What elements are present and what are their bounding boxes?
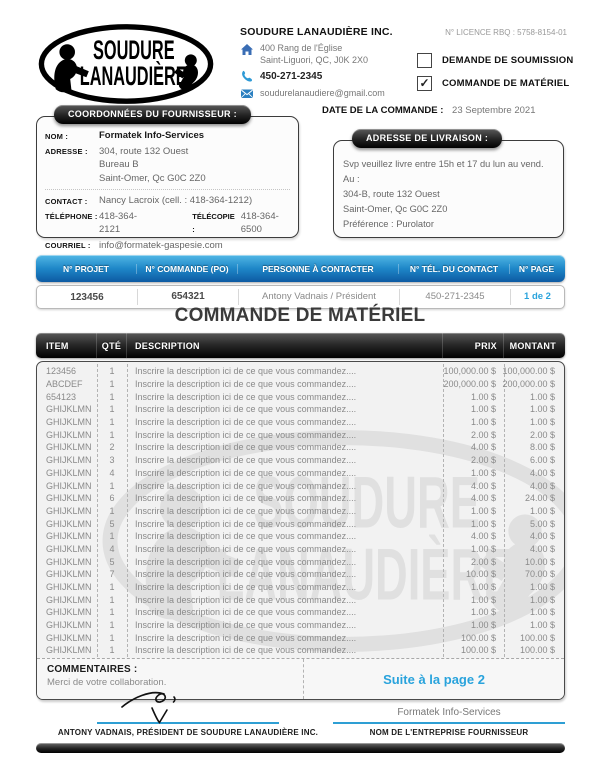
item-amount: 100.00 $ (519, 645, 555, 656)
item-description: Inscrire la description ici de ce que vous commandez.... (135, 556, 357, 567)
item-code: 654123 (46, 391, 77, 402)
item-code: GHIJKLMN (46, 569, 92, 580)
item-description: Inscrire la description ici de ce que vous commandez.... (135, 493, 357, 504)
courriel-label: COURRIEL : (45, 241, 91, 250)
item-code: GHIJKLMN (46, 442, 92, 453)
item-qty: 3 (109, 455, 115, 466)
page-title: COMMANDE DE MATÉRIEL (174, 305, 426, 326)
col-projet: N° PROJET (63, 263, 109, 274)
supplier-fax: 418-364-6500 (240, 210, 279, 235)
table-row (37, 619, 564, 632)
item-amount: 2.00 $ (529, 429, 555, 440)
item-amount: 4.00 $ (529, 543, 555, 554)
item-qty: 6 (109, 493, 115, 504)
item-description: Inscrire la description ici de ce que vous commandez.... (135, 391, 357, 402)
item-qty: 7 (109, 569, 115, 580)
item-amount: 1.00 $ (529, 391, 555, 402)
next-page-note: Suite à la page 2 (383, 671, 485, 687)
item-price: 1.00 $ (470, 417, 496, 428)
item-price: 100.00 $ (460, 632, 496, 643)
adresse-label: ADRESSE : (45, 147, 88, 156)
item-description: Inscrire la description ici de ce que vous commandez.... (135, 607, 357, 618)
item-price: 4.00 $ (470, 442, 496, 453)
item-qty: 1 (109, 582, 115, 593)
items-table-body (36, 361, 565, 700)
projet-value: 123456 (70, 291, 104, 303)
telecopie-label: TÉLÉCOPIE : (192, 211, 235, 234)
item-description: Inscrire la description ici de ce que vous commandez.... (135, 379, 357, 390)
table-row (37, 543, 564, 556)
project-table-header (36, 255, 565, 282)
materiel-label: COMMANDE DE MATÉRIEL (442, 78, 570, 89)
president-signature-label: ANTONY VADNAIS, PRÉSIDENT DE SOUDURE LANAUDIÈRE INC. (57, 728, 319, 737)
materiel-checkbox[interactable]: ✓ (417, 76, 432, 91)
item-description: Inscrire la description ici de ce que vous commandez.... (135, 531, 357, 542)
item-code: GHIJKLMN (46, 607, 92, 618)
item-qty: 1 (109, 531, 115, 542)
item-description: Inscrire la description ici de ce que vous commandez.... (135, 429, 357, 440)
item-code: GHIJKLMN (46, 429, 92, 440)
supplier-phone-row (99, 210, 290, 237)
table-row (37, 403, 564, 416)
item-amount: 100.00 $ (519, 632, 555, 643)
table-row (37, 568, 564, 581)
table-row (37, 365, 564, 378)
item-amount: 1.00 $ (529, 404, 555, 415)
item-code: GHIJKLMN (46, 505, 92, 516)
house-icon (240, 43, 254, 56)
delivery-panel-title: ADRESSE DE LIVRAISON : (352, 129, 502, 148)
item-amount: 200,000.00 $ (502, 379, 555, 390)
item-qty: 1 (109, 645, 115, 656)
item-amount: 4.00 $ (529, 467, 555, 478)
col-page: N° PAGE (509, 264, 563, 274)
item-price: 4.00 $ (470, 493, 496, 504)
item-code: GHIJKLMN (46, 404, 92, 415)
signature-scribble (118, 684, 218, 728)
col-qte: QTÉ (96, 333, 126, 358)
company-info-block (240, 26, 400, 104)
item-amount: 70.00 $ (524, 569, 555, 580)
contact-label: CONTACT : (45, 196, 88, 206)
item-qty: 2 (109, 442, 115, 453)
item-code: GHIJKLMN (46, 620, 92, 631)
item-description: Inscrire la description ici de ce que vous commandez.... (135, 442, 357, 453)
item-price: 1.00 $ (470, 391, 496, 402)
item-qty: 1 (109, 404, 115, 415)
item-price: 100.00 $ (460, 645, 496, 656)
tel-contact-value: 450-271-2345 (399, 289, 510, 305)
item-code: GHIJKLMN (46, 556, 92, 567)
item-code: GHIJKLMN (46, 467, 92, 478)
table-row (37, 390, 564, 403)
item-description: Inscrire la description ici de ce que vous commandez.... (135, 582, 357, 593)
supplier-signature-label: NOM DE L'ENTREPRISE FOURNISSEUR (369, 728, 529, 737)
item-description: Inscrire la description ici de ce que vous commandez.... (135, 467, 357, 478)
item-amount: 1.00 $ (529, 594, 555, 605)
order-date-value: 23 Septembre 2021 (452, 105, 536, 116)
item-price: 1.00 $ (470, 518, 496, 529)
phone-icon (240, 70, 254, 83)
item-code: GHIJKLMN (46, 417, 92, 428)
item-code: GHIJKLMN (46, 493, 92, 504)
supplier-contact: Nancy Lacroix (cell. : 418-364-1212) (99, 195, 253, 206)
item-amount: 5.00 $ (529, 518, 555, 529)
next-page-cell (303, 659, 564, 699)
col-item: ITEM (46, 340, 69, 351)
item-qty: 5 (109, 556, 115, 567)
item-description: Inscrire la description ici de ce que vous commandez.... (135, 505, 357, 516)
item-price: 200,000.00 $ (443, 379, 496, 390)
items-table-header (36, 333, 565, 358)
table-row (37, 593, 564, 606)
item-description: Inscrire la description ici de ce que vous commandez.... (135, 569, 357, 580)
delivery-panel (333, 133, 564, 238)
supplier-panel-title: COORDONNÉES DU FOURNISSEUR : (54, 105, 251, 124)
item-qty: 1 (109, 620, 115, 631)
item-price: 2.00 $ (470, 455, 496, 466)
item-description: Inscrire la description ici de ce que vous commandez.... (135, 645, 357, 656)
item-price: 1.00 $ (470, 620, 496, 631)
item-price: 1.00 $ (470, 505, 496, 516)
item-code: GHIJKLMN (46, 582, 92, 593)
comments-section (37, 658, 564, 699)
item-description: Inscrire la description ici de ce que vous commandez.... (135, 632, 357, 643)
commande-po-value: 654321 (137, 289, 238, 305)
item-price: 2.00 $ (470, 556, 496, 567)
soumission-checkbox[interactable] (417, 53, 432, 68)
item-qty: 5 (109, 518, 115, 529)
table-row (37, 555, 564, 568)
item-qty: 1 (109, 594, 115, 605)
col-description: DESCRIPTION (126, 333, 442, 358)
company-phone: 450-271-2345 (260, 71, 323, 82)
nom-label: NOM : (45, 131, 69, 141)
mail-icon (240, 87, 254, 100)
page-number: 1 de 2 (510, 289, 564, 305)
soumission-label: DEMANDE DE SOUMISSION (442, 55, 574, 66)
item-code: GHIJKLMN (46, 531, 92, 542)
item-description: Inscrire la description ici de ce que vous commandez.... (135, 480, 357, 491)
item-amount: 24.00 $ (524, 493, 555, 504)
item-price: 1.00 $ (470, 543, 496, 554)
item-qty: 1 (109, 429, 115, 440)
item-amount: 4.00 $ (529, 480, 555, 491)
supplier-phone: 418-364-2121 (99, 210, 138, 235)
col-commande-po: N° COMMANDE (PO) (136, 264, 237, 274)
item-code: GHIJKLMN (46, 480, 92, 491)
comments-label: COMMENTAIRES : (47, 664, 138, 675)
company-name: SOUDURE LANAUDIÈRE INC. (240, 26, 393, 38)
delivery-line: Au : (343, 174, 360, 184)
col-montant: MONTANT (503, 333, 565, 358)
item-amount: 1.00 $ (529, 417, 555, 428)
table-row (37, 454, 564, 467)
delivery-line: 304-B, route 132 Ouest (343, 189, 440, 199)
item-code: GHIJKLMN (46, 455, 92, 466)
item-price: 4.00 $ (470, 480, 496, 491)
item-qty: 1 (109, 379, 115, 390)
checkbox-row-materiel (417, 76, 569, 91)
item-amount: 1.00 $ (529, 607, 555, 618)
table-row (37, 530, 564, 543)
item-price: 1.00 $ (470, 467, 496, 478)
item-amount: 1.00 $ (529, 620, 555, 631)
order-date-label: DATE DE LA COMMANDE : (322, 105, 444, 116)
item-qty: 1 (109, 505, 115, 516)
item-qty: 1 (109, 632, 115, 643)
item-description: Inscrire la description ici de ce que vous commandez.... (135, 620, 357, 631)
item-amount: 8.00 $ (529, 442, 555, 453)
item-amount: 10.00 $ (524, 556, 555, 567)
item-price: 1.00 $ (470, 594, 496, 605)
item-price: 1.00 $ (470, 582, 496, 593)
item-code: GHIJKLMN (46, 632, 92, 643)
supplier-address: 304, route 132 Ouest Bureau B Saint-Omer, Qc G0C 2Z0 (99, 145, 206, 184)
item-description: Inscrire la description ici de ce que vous commandez.... (135, 417, 357, 428)
item-code: GHIJKLMN (46, 543, 92, 554)
delivery-line: Préférence : Purolator (343, 219, 434, 229)
company-email: soudurelanaudiere@gmail.com (260, 88, 385, 98)
company-logo (34, 22, 218, 106)
supplier-name-value: Formatek Info-Services (99, 130, 205, 141)
personne-value: Antony Vadnais / Président (238, 289, 399, 305)
item-amount: 100,000.00 $ (502, 366, 555, 377)
delivery-line: Saint-Omer, Qc G0C 2Z0 (343, 204, 448, 214)
item-price: 4.00 $ (470, 531, 496, 542)
item-qty: 4 (109, 467, 115, 478)
item-price: 1.00 $ (470, 607, 496, 618)
order-date-row (322, 105, 572, 116)
table-row (37, 467, 564, 480)
item-code: GHIJKLMN (46, 645, 92, 656)
item-description: Inscrire la description ici de ce que vous commandez.... (135, 404, 357, 415)
table-row (37, 606, 564, 619)
company-address: 400 Rang de l'Église Saint-Liguori, QC, J0K 2X0 (260, 43, 369, 65)
table-row (37, 631, 564, 644)
item-description: Inscrire la description ici de ce que vous commandez.... (135, 594, 357, 605)
col-tel-contact: N° TÉL. DU CONTACT (398, 264, 509, 274)
item-price: 100,000.00 $ (443, 366, 496, 377)
items-rows (37, 365, 564, 657)
delivery-line: Svp veuillez livre entre 15h et 17 du lun au vend. (343, 159, 544, 169)
table-row (37, 644, 564, 657)
item-description: Inscrire la description ici de ce que vous commandez.... (135, 366, 357, 377)
item-price: 2.00 $ (470, 429, 496, 440)
item-qty: 4 (109, 543, 115, 554)
table-row (37, 505, 564, 518)
item-amount: 1.00 $ (529, 505, 555, 516)
table-row (37, 378, 564, 391)
item-code: GHIJKLMN (46, 594, 92, 605)
item-qty: 1 (109, 480, 115, 491)
item-amount: 4.00 $ (529, 531, 555, 542)
item-code: 123456 (46, 366, 77, 377)
rbq-license: N° LICENCE RBQ : 5758-8154-01 (445, 28, 567, 37)
item-amount: 6.00 $ (529, 455, 555, 466)
col-personne: PERSONNE À CONTACTER (237, 264, 398, 274)
item-description: Inscrire la description ici de ce que vous commandez.... (135, 543, 357, 554)
item-code: ABCDEF (46, 379, 83, 390)
table-row (37, 492, 564, 505)
table-row (37, 479, 564, 492)
supplier-signature-name: Formatek Info-Services (397, 707, 501, 718)
supplier-panel (36, 109, 299, 251)
table-row (37, 428, 564, 441)
supplier-email: info@formatek-gaspesie.com (99, 239, 223, 251)
col-prix: PRIX (442, 333, 503, 358)
item-price: 1.00 $ (470, 404, 496, 415)
item-qty: 1 (109, 417, 115, 428)
item-description: Inscrire la description ici de ce que vous commandez.... (135, 518, 357, 529)
table-row (37, 517, 564, 530)
table-row (37, 416, 564, 429)
item-description: Inscrire la description ici de ce que vous commandez.... (135, 455, 357, 466)
item-code: GHIJKLMN (46, 518, 92, 529)
table-row (37, 441, 564, 454)
telephone-label: TÉLÉPHONE : (45, 212, 98, 221)
table-row (37, 581, 564, 594)
item-amount: 1.00 $ (529, 582, 555, 593)
item-qty: 1 (109, 366, 115, 377)
signature-line-right (333, 722, 565, 724)
item-price: 10.00 $ (465, 569, 496, 580)
bottom-bar (36, 743, 565, 753)
comments-text: Merci de votre collaboration. (47, 677, 167, 688)
item-qty: 1 (109, 607, 115, 618)
checkbox-row-soumission (417, 53, 573, 68)
divider (45, 189, 290, 190)
item-qty: 1 (109, 391, 115, 402)
